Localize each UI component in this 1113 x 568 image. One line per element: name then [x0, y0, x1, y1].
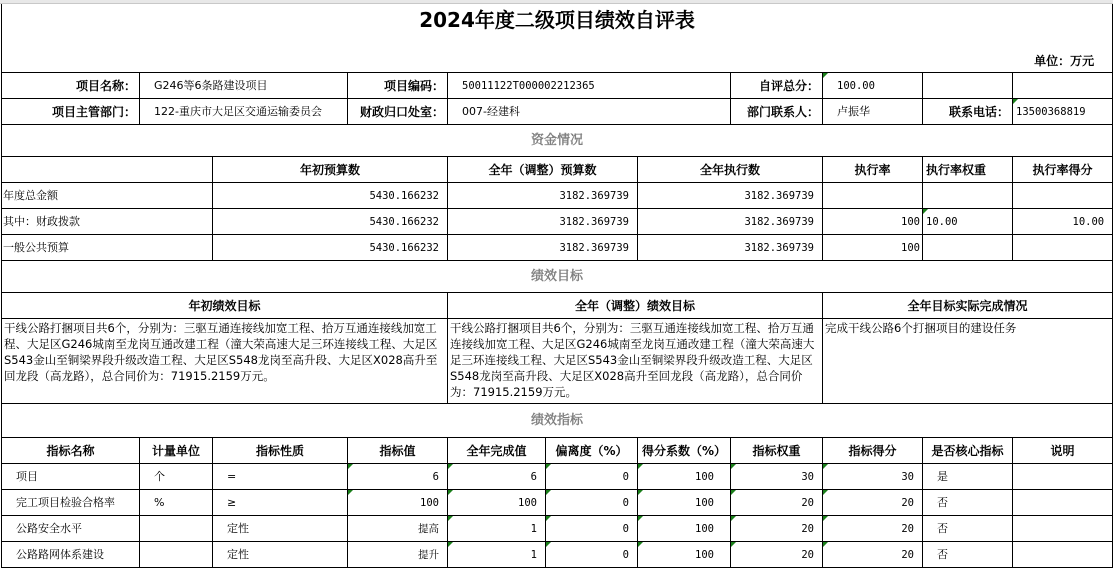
empty-cell[interactable]: [923, 73, 1013, 99]
funds-executed[interactable]: 3182.369739: [638, 235, 823, 261]
funds-header-executed: 全年执行数: [638, 157, 823, 183]
ind-score[interactable]: 30: [823, 464, 923, 490]
goals-initial-text[interactable]: 干线公路打捆项目共6个，分别为：三驱互通连接线加宽工程、拾万互通连接线加宽工程、大足区G246城南至龙岗互通改建工程（潼大荣高速大足三环连接线工程、大足区S543金山至铜梁界段升级改造工程、大足区S548龙岗至高升段、大足区X028高升至回龙段（高龙路），总合同价为：71915.2159万元。: [2, 319, 448, 404]
ind-core[interactable]: 否: [923, 516, 1013, 542]
funds-adjusted[interactable]: 3182.369739: [448, 183, 638, 209]
funds-header-weight: 执行率权重: [923, 157, 1013, 183]
ind-weight[interactable]: 20: [731, 516, 823, 542]
funds-row-name[interactable]: 一般公共预算: [2, 235, 213, 261]
ind-header-name: 指标名称: [2, 438, 140, 464]
ind-header-weight: 指标权重: [731, 438, 823, 464]
ind-header-core: 是否核心指标: [923, 438, 1013, 464]
title-cell: [2, 4, 1113, 73]
funds-row: [2, 235, 1113, 261]
self-score-value[interactable]: 100.00: [823, 73, 923, 99]
goals-actual-text[interactable]: 完成干线公路6个打捆项目的建设任务: [823, 319, 1113, 404]
ind-name[interactable]: 公路路网体系建设: [2, 542, 140, 568]
ind-unit[interactable]: [140, 516, 213, 542]
goals-header-actual: 全年目标实际完成情况: [823, 293, 1113, 319]
contact-value[interactable]: 卢振华: [823, 99, 923, 125]
ind-coef[interactable]: 100: [638, 542, 731, 568]
ind-coef[interactable]: 100: [638, 516, 731, 542]
ind-core[interactable]: 否: [923, 490, 1013, 516]
funds-adjusted[interactable]: 3182.369739: [448, 235, 638, 261]
unit-label: 单位：万元: [1034, 54, 1095, 68]
indicator-row: [2, 464, 1113, 490]
ind-header-score: 指标得分: [823, 438, 923, 464]
ind-nature[interactable]: 定性: [213, 542, 348, 568]
funds-row-name[interactable]: 其中：财政拨款: [2, 209, 213, 235]
goals-adjusted-text[interactable]: 干线公路打捆项目共6个，分别为：三驱互通连接线加宽工程、拾万互通连接线加宽工程、大足区G246城南至龙岗互通改建工程（潼大荣高速大足三环连接线工程、大足区S543金山至铜梁界段升级改造工程、大足区S548龙岗至高升段、大足区X028高升至回龙段（高龙路），总合同价为：71915.2159万元。: [448, 319, 823, 404]
funds-rate[interactable]: 100: [823, 235, 923, 261]
dept-label: 项目主管部门：: [2, 99, 140, 125]
phone-value[interactable]: 13500368819: [1013, 99, 1113, 125]
self-score-label: 自评总分：: [731, 73, 823, 99]
ind-unit[interactable]: %: [140, 490, 213, 516]
ind-header-note: 说明: [1013, 438, 1113, 464]
ind-note[interactable]: [1013, 542, 1113, 568]
funds-section-title: 资金情况: [2, 125, 1113, 157]
ind-target[interactable]: 提升: [348, 542, 448, 568]
finance-office-value[interactable]: 007-经建科: [448, 99, 731, 125]
dept-value[interactable]: 122-重庆市大足区交通运输委员会: [140, 99, 348, 125]
ind-score[interactable]: 20: [823, 490, 923, 516]
indicator-row: [2, 516, 1113, 542]
funds-weight[interactable]: 10.00: [923, 209, 1013, 235]
ind-score[interactable]: 20: [823, 516, 923, 542]
funds-header-rate: 执行率: [823, 157, 923, 183]
ind-header-deviation: 偏离度（%）: [546, 438, 638, 464]
ind-deviation[interactable]: 0: [546, 542, 638, 568]
ind-header-coef: 得分系数（%）: [638, 438, 731, 464]
ind-header-actual: 全年完成值: [448, 438, 546, 464]
funds-score[interactable]: 10.00: [1013, 209, 1113, 235]
goals-header-initial: 年初绩效目标: [2, 293, 448, 319]
ind-deviation[interactable]: 0: [546, 464, 638, 490]
page-title: 2024年度二级项目绩效自评表: [419, 8, 695, 32]
ind-weight[interactable]: 30: [731, 464, 823, 490]
ind-target[interactable]: 100: [348, 490, 448, 516]
ind-coef[interactable]: 100: [638, 490, 731, 516]
ind-core[interactable]: 是: [923, 464, 1013, 490]
indicator-row: [2, 490, 1113, 516]
ind-name[interactable]: 项目: [2, 464, 140, 490]
evaluation-table: [1, 4, 1113, 568]
funds-row-name[interactable]: 年度总金额: [2, 183, 213, 209]
ind-deviation[interactable]: 0: [546, 490, 638, 516]
funds-score[interactable]: [1013, 183, 1113, 209]
ind-actual[interactable]: 1: [448, 516, 546, 542]
ind-nature[interactable]: 定性: [213, 516, 348, 542]
project-name-label: 项目名称：: [2, 73, 140, 99]
finance-office-label: 财政归口处室：: [348, 99, 448, 125]
indicator-row: [2, 542, 1113, 568]
funds-initial[interactable]: 5430.166232: [213, 235, 448, 261]
ind-nature[interactable]: ≥: [213, 490, 348, 516]
funds-adjusted[interactable]: 3182.369739: [448, 209, 638, 235]
ind-header-unit: 计量单位: [140, 438, 213, 464]
ind-note[interactable]: [1013, 464, 1113, 490]
ind-actual[interactable]: 6: [448, 464, 546, 490]
funds-header-blank: [2, 157, 213, 183]
ind-note[interactable]: [1013, 516, 1113, 542]
ind-coef[interactable]: 100: [638, 464, 731, 490]
funds-row: [2, 209, 1113, 235]
funds-weight[interactable]: [923, 183, 1013, 209]
funds-rate[interactable]: [823, 183, 923, 209]
funds-header-adjusted: 全年（调整）预算数: [448, 157, 638, 183]
ind-actual[interactable]: 100: [448, 490, 546, 516]
funds-row: [2, 183, 1113, 209]
ind-deviation[interactable]: 0: [546, 516, 638, 542]
ind-nature[interactable]: =: [213, 464, 348, 490]
ind-header-target: 指标值: [348, 438, 448, 464]
funds-score[interactable]: [1013, 235, 1113, 261]
goals-header-adjusted: 全年（调整）绩效目标: [448, 293, 823, 319]
funds-rate[interactable]: 100: [823, 209, 923, 235]
project-name-value[interactable]: G246等6条路建设项目: [140, 73, 348, 99]
project-code-value[interactable]: 50011122T000002212365: [448, 73, 731, 99]
ind-target[interactable]: 提高: [348, 516, 448, 542]
goals-section-title: 绩效目标: [2, 261, 1113, 293]
phone-label: 联系电话：: [923, 99, 1013, 125]
funds-initial[interactable]: 5430.166232: [213, 183, 448, 209]
ind-name[interactable]: 完工项目检验合格率: [2, 490, 140, 516]
ind-unit[interactable]: [140, 542, 213, 568]
ind-core[interactable]: 否: [923, 542, 1013, 568]
funds-weight[interactable]: [923, 235, 1013, 261]
ind-actual[interactable]: 1: [448, 542, 546, 568]
funds-initial[interactable]: 5430.166232: [213, 209, 448, 235]
funds-header-initial: 年初预算数: [213, 157, 448, 183]
ind-target[interactable]: 6: [348, 464, 448, 490]
indicators-section-title: 绩效指标: [2, 404, 1113, 438]
funds-executed[interactable]: 3182.369739: [638, 209, 823, 235]
project-code-label: 项目编码：: [348, 73, 448, 99]
ind-name[interactable]: 公路安全水平: [2, 516, 140, 542]
empty-cell[interactable]: [1013, 73, 1113, 99]
ind-unit[interactable]: 个: [140, 464, 213, 490]
contact-label: 部门联系人：: [731, 99, 823, 125]
ind-note[interactable]: [1013, 490, 1113, 516]
evaluation-sheet: [1, 4, 1112, 568]
ind-score[interactable]: 20: [823, 542, 923, 568]
ind-weight[interactable]: 20: [731, 542, 823, 568]
ind-header-nature: 指标性质: [213, 438, 348, 464]
funds-header-score: 执行率得分: [1013, 157, 1113, 183]
funds-executed[interactable]: 3182.369739: [638, 183, 823, 209]
ind-weight[interactable]: 20: [731, 490, 823, 516]
